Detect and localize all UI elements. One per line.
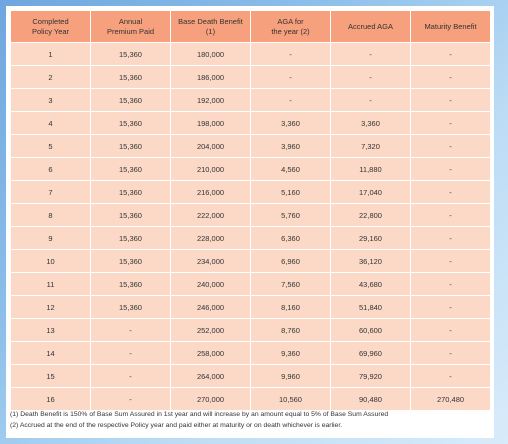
cell-aga-for-year: 9,360	[251, 342, 331, 365]
cell-policy-year: 4	[11, 112, 91, 135]
cell-base-death-benefit: 258,000	[171, 342, 251, 365]
cell-maturity-benefit: -	[411, 296, 491, 319]
table-row	[11, 66, 491, 89]
cell-aga-for-year: 6,360	[251, 227, 331, 250]
cell-policy-year: 1	[11, 43, 91, 66]
cell-maturity-benefit: -	[411, 319, 491, 342]
cell-base-death-benefit: 252,000	[171, 319, 251, 342]
cell-aga-for-year: 5,160	[251, 181, 331, 204]
cell-policy-year: 11	[11, 273, 91, 296]
cell-base-death-benefit: 216,000	[171, 181, 251, 204]
cell-annual-premium: 15,360	[91, 273, 171, 296]
cell-accrued-aga: -	[331, 89, 411, 112]
cell-base-death-benefit: 192,000	[171, 89, 251, 112]
cell-maturity-benefit: -	[411, 204, 491, 227]
header-accrued-aga: Accrued AGA	[331, 11, 411, 43]
header-maturity-benefit: Maturity Benefit	[411, 11, 491, 43]
table-row	[11, 250, 491, 273]
cell-aga-for-year: 3,960	[251, 135, 331, 158]
cell-aga-for-year: 6,960	[251, 250, 331, 273]
cell-base-death-benefit: 234,000	[171, 250, 251, 273]
cell-accrued-aga: 36,120	[331, 250, 411, 273]
cell-annual-premium: -	[91, 388, 171, 411]
cell-accrued-aga: 22,800	[331, 204, 411, 227]
table-header-row	[11, 11, 491, 43]
cell-maturity-benefit: -	[411, 227, 491, 250]
cell-policy-year: 3	[11, 89, 91, 112]
table-row	[11, 89, 491, 112]
table-row	[11, 319, 491, 342]
table-row	[11, 365, 491, 388]
cell-annual-premium: -	[91, 342, 171, 365]
footnotes	[10, 409, 494, 431]
cell-maturity-benefit: -	[411, 365, 491, 388]
cell-accrued-aga: 3,360	[331, 112, 411, 135]
table-row	[11, 227, 491, 250]
cell-maturity-benefit: -	[411, 135, 491, 158]
cell-base-death-benefit: 180,000	[171, 43, 251, 66]
cell-policy-year: 10	[11, 250, 91, 273]
cell-accrued-aga: 51,840	[331, 296, 411, 319]
cell-annual-premium: 15,360	[91, 112, 171, 135]
cell-aga-for-year: -	[251, 66, 331, 89]
cell-annual-premium: 15,360	[91, 296, 171, 319]
table-row	[11, 204, 491, 227]
cell-policy-year: 16	[11, 388, 91, 411]
table-row	[11, 342, 491, 365]
cell-annual-premium: 15,360	[91, 158, 171, 181]
cell-aga-for-year: 7,560	[251, 273, 331, 296]
header-completed-policy-year: Completed Policy Year	[11, 11, 91, 43]
cell-maturity-benefit: -	[411, 342, 491, 365]
benefit-illustration-table	[10, 10, 491, 411]
cell-annual-premium: 15,360	[91, 66, 171, 89]
table-row	[11, 158, 491, 181]
footnote-1: (1) Death Benefit is 150% of Base Sum Assured in 1st year and will increase by an amount equal to 5% of Base Sum Assured	[10, 411, 389, 418]
cell-accrued-aga: 11,880	[331, 158, 411, 181]
cell-base-death-benefit: 204,000	[171, 135, 251, 158]
cell-accrued-aga: 17,040	[331, 181, 411, 204]
cell-accrued-aga: 7,320	[331, 135, 411, 158]
table-body	[11, 43, 491, 411]
cell-aga-for-year: 8,760	[251, 319, 331, 342]
document-sheet	[6, 6, 494, 438]
cell-aga-for-year: 9,960	[251, 365, 331, 388]
header-aga-for-year: AGA for the year (2)	[251, 11, 331, 43]
table-row	[11, 135, 491, 158]
cell-policy-year: 6	[11, 158, 91, 181]
cell-policy-year: 9	[11, 227, 91, 250]
cell-base-death-benefit: 228,000	[171, 227, 251, 250]
cell-annual-premium: -	[91, 319, 171, 342]
cell-accrued-aga: -	[331, 43, 411, 66]
cell-maturity-benefit: -	[411, 43, 491, 66]
cell-annual-premium: -	[91, 365, 171, 388]
cell-policy-year: 13	[11, 319, 91, 342]
cell-policy-year: 2	[11, 66, 91, 89]
cell-aga-for-year: -	[251, 43, 331, 66]
cell-maturity-benefit: -	[411, 250, 491, 273]
cell-annual-premium: 15,360	[91, 43, 171, 66]
table-row	[11, 388, 491, 411]
cell-maturity-benefit: -	[411, 181, 491, 204]
cell-base-death-benefit: 186,000	[171, 66, 251, 89]
cell-policy-year: 15	[11, 365, 91, 388]
cell-base-death-benefit: 246,000	[171, 296, 251, 319]
cell-annual-premium: 15,360	[91, 204, 171, 227]
cell-policy-year: 12	[11, 296, 91, 319]
cell-aga-for-year: 4,560	[251, 158, 331, 181]
cell-policy-year: 14	[11, 342, 91, 365]
cell-aga-for-year: 10,560	[251, 388, 331, 411]
cell-maturity-benefit: -	[411, 158, 491, 181]
table-row	[11, 112, 491, 135]
cell-accrued-aga: 90,480	[331, 388, 411, 411]
cell-accrued-aga: -	[331, 66, 411, 89]
cell-maturity-benefit: -	[411, 89, 491, 112]
cell-accrued-aga: 43,680	[331, 273, 411, 296]
cell-maturity-benefit: -	[411, 66, 491, 89]
cell-base-death-benefit: 264,000	[171, 365, 251, 388]
cell-annual-premium: 15,360	[91, 89, 171, 112]
cell-policy-year: 5	[11, 135, 91, 158]
table-row	[11, 181, 491, 204]
cell-annual-premium: 15,360	[91, 227, 171, 250]
cell-base-death-benefit: 240,000	[171, 273, 251, 296]
cell-policy-year: 7	[11, 181, 91, 204]
cell-accrued-aga: 79,920	[331, 365, 411, 388]
cell-policy-year: 8	[11, 204, 91, 227]
cell-maturity-benefit: -	[411, 273, 491, 296]
cell-aga-for-year: -	[251, 89, 331, 112]
header-annual-premium-paid: Annual Premium Paid	[91, 11, 171, 43]
cell-annual-premium: 15,360	[91, 135, 171, 158]
table-row	[11, 296, 491, 319]
cell-maturity-benefit: 270,480	[411, 388, 491, 411]
cell-aga-for-year: 8,160	[251, 296, 331, 319]
footnote-2: (2) Accrued at the end of the respective Policy year and paid either at maturity or on death whichever is earlier.	[10, 422, 343, 429]
cell-base-death-benefit: 198,000	[171, 112, 251, 135]
table-row	[11, 273, 491, 296]
header-base-death-benefit: Base Death Benefit (1)	[171, 11, 251, 43]
cell-accrued-aga: 29,160	[331, 227, 411, 250]
cell-aga-for-year: 5,760	[251, 204, 331, 227]
cell-base-death-benefit: 222,000	[171, 204, 251, 227]
table-row	[11, 43, 491, 66]
cell-maturity-benefit: -	[411, 112, 491, 135]
cell-annual-premium: 15,360	[91, 181, 171, 204]
cell-accrued-aga: 69,960	[331, 342, 411, 365]
cell-base-death-benefit: 210,000	[171, 158, 251, 181]
cell-aga-for-year: 3,360	[251, 112, 331, 135]
cell-annual-premium: 15,360	[91, 250, 171, 273]
cell-base-death-benefit: 270,000	[171, 388, 251, 411]
cell-accrued-aga: 60,600	[331, 319, 411, 342]
